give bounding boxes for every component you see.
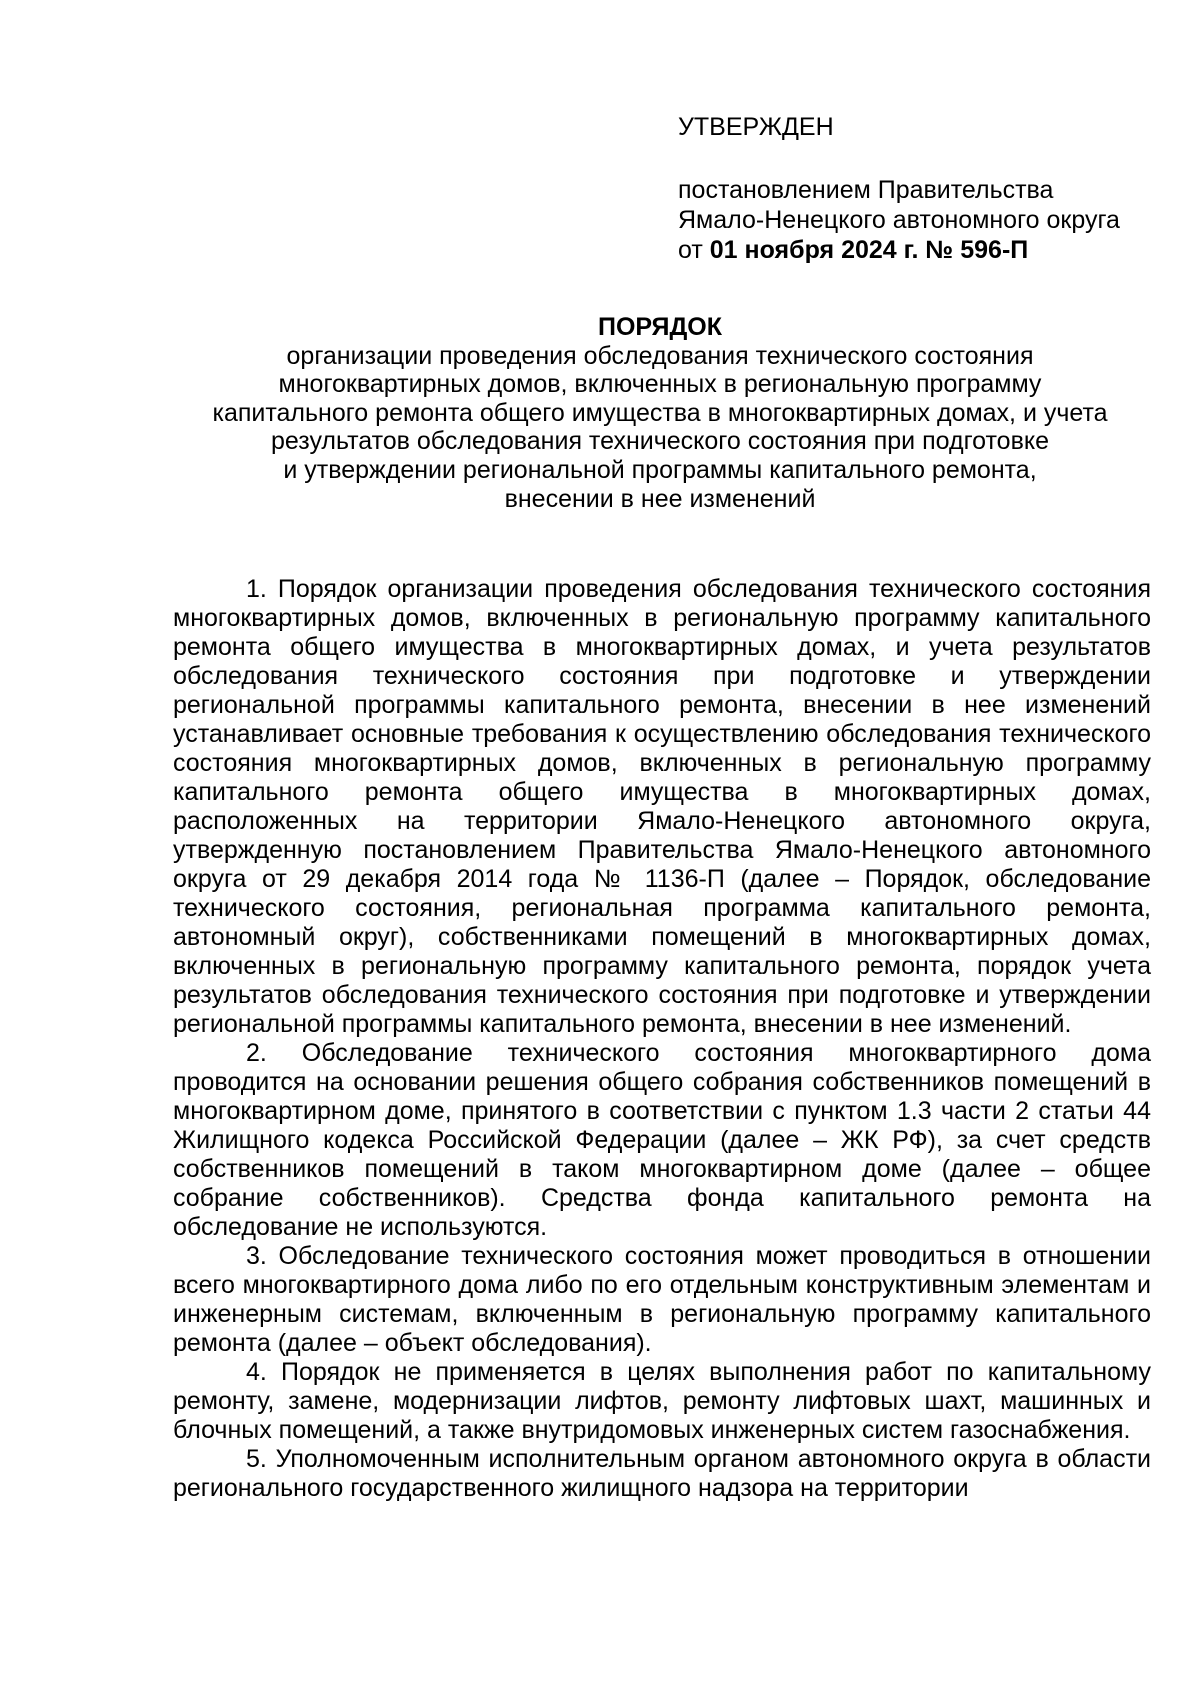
title-subline-3: капитального ремонта общего имущества в многоквартирных домах, и учета bbox=[212, 398, 1108, 427]
title-subline-5: и утверждении региональной программы капитального ремонта, bbox=[283, 455, 1037, 484]
title-subline-4: результатов обследования технического состояния при подготовке bbox=[271, 427, 1049, 456]
title-subline-2: многоквартирных домов, включенных в региональную программу bbox=[278, 370, 1042, 399]
approval-date-prefix: от bbox=[678, 236, 703, 264]
title-subline-1: организации проведения обследования технического состояния bbox=[286, 341, 1034, 370]
paragraph-3: 3. Обследование технического состояния может проводиться в отношении всего многоквартирного дома либо по его отдельным конструктивным элементам и инженерным системам, включенным в региональную программу капитального ремонта (далее – объект обследования). bbox=[173, 1242, 1151, 1357]
paragraph-4: 4. Порядок не применяется в целях выполнения работ по капитальному ремонту, замене, модернизации лифтов, ремонту лифтовых шахт, машинных и блочных помещений, а также внутридомовых инженерных систем газоснабжения. bbox=[173, 1358, 1151, 1444]
approval-line-3 bbox=[678, 235, 1178, 265]
approval-line-2: Ямало-Ненецкого автономного округа bbox=[678, 206, 1120, 234]
document-body bbox=[173, 575, 1151, 1503]
document-title-block bbox=[160, 313, 1160, 513]
title-subline-6: внесении в нее изменений bbox=[504, 484, 816, 513]
approval-stamp-block bbox=[678, 112, 1178, 265]
approval-line-1: постановлением Правительства bbox=[678, 176, 1054, 204]
approval-date-number: 01 ноября 2024 г. № 596-П bbox=[709, 236, 1029, 264]
paragraph-1: 1. Порядок организации проведения обследования технического состояния многоквартирных домов, включенных в региональную программу капитального ремонта общего имущества в многоквартирных домах, и учета результатов обследования технического состояния при подготовке и утверждении региональной программы капитального ремонта, внесении в нее изменений устанавливает основные требования к осуществлению обследования технического состояния многоквартирных домов, включенных в региональную программу капитального ремонта общего имущества в многоквартирных домах, расположенных на территории Ямало-Ненецкого автономного округа, утвержденную постановлением Правительства Ямало-Ненецкого автономного округа от 29 декабря 2014 года № 1136-П (далее – Порядок, обследование технического состояния, региональная программа капитального ремонта, автономный округ), собственниками помещений в многоквартирных домах, включенных в региональную программу капитального ремонта, порядок учета результатов обследования технического состояния при подготовке и утверждении региональной программы капитального ремонта, внесении в нее изменений. bbox=[173, 575, 1151, 1038]
approval-stamp-heading: УТВЕРЖДЕН bbox=[678, 113, 834, 141]
paragraph-2: 2. Обследование технического состояния многоквартирного дома проводится на основании решения общего собрания собственников помещений в многоквартирном доме, принятого в соответствии с пунктом 1.3 части 2 статьи 44 Жилищного кодекса Российской Федерации (далее – ЖК РФ), за счет средств собственников помещений в таком многоквартирном доме (далее – общее собрание собственников). Средства фонда капитального ремонта на обследование не используются. bbox=[173, 1039, 1151, 1241]
document-title: ПОРЯДОК bbox=[598, 313, 722, 341]
paragraph-5: 5. Уполномоченным исполнительным органом автономного округа в области регионального государственного жилищного надзора на территории bbox=[173, 1445, 1151, 1502]
